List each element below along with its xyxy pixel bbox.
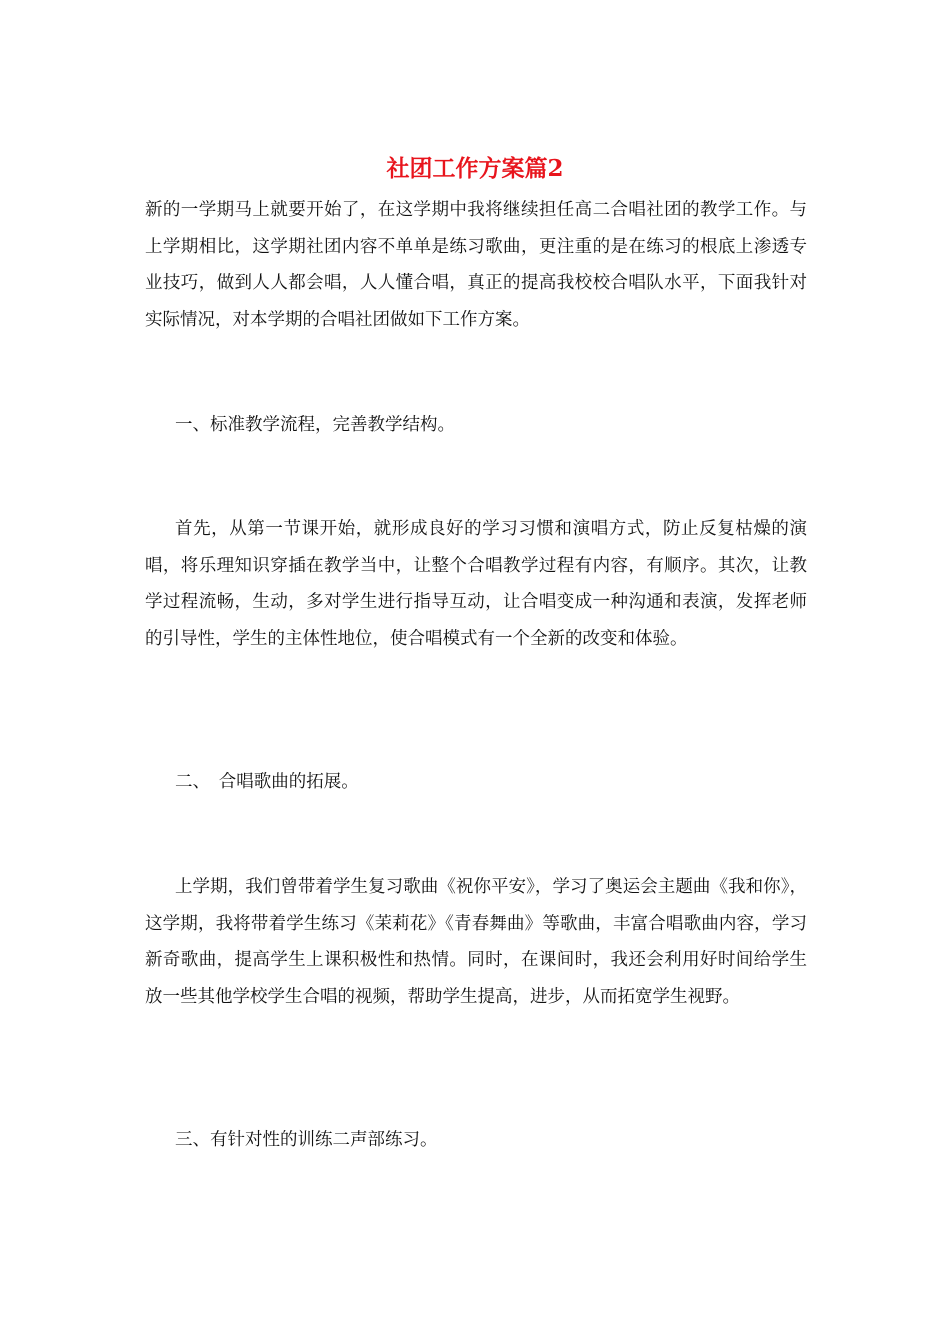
section-2-paragraph: 上学期，我们曾带着学生复习歌曲《祝你平安》，学习了奥运会主题曲《我和你》，这学期，我将带着学生练习《茉莉花》《青春舞曲》等歌曲，丰富合唱歌曲内容，学习新奇歌曲，提高学生上课积极性和热情。同时，在课间时，我还会利用好时间给学生放一些其他学校学生合唱的视频，帮助学生提高，进步，从而拓宽学生视野。 <box>145 877 807 1007</box>
section-1-heading: 一、标准教学流程，完善教学结构。 <box>175 415 455 435</box>
intro-paragraph: 新的一学期马上就要开始了，在这学期中我将继续担任高二合唱社团的教学工作。与上学期相比，这学期社团内容不单单是练习歌曲，更注重的是在练习的根底上渗透专业技巧，做到人人都会唱，人人懂合唱，真正的提高我校校合唱队水平，下面我针对实际情况，对本学期的合唱社团做如下工作方案。 <box>145 200 807 330</box>
section-3-heading: 三、有针对性的训练二声部练习。 <box>175 1130 438 1150</box>
section-2-heading: 二、 合唱歌曲的拓展。 <box>175 772 359 792</box>
section-1-paragraph: 首先，从第一节课开始，就形成良好的学习习惯和演唱方式，防止反复枯燥的演唱，将乐理知识穿插在教学当中，让整个合唱教学过程有内容，有顺序。其次，让教学过程流畅，生动，多对学生进行指导互动，让合唱变成一种沟通和表演，发挥老师的引导性，学生的主体性地位，使合唱模式有一个全新的改变和体验。 <box>145 519 807 649</box>
document-title: 社团工作方案篇2 <box>386 155 564 182</box>
